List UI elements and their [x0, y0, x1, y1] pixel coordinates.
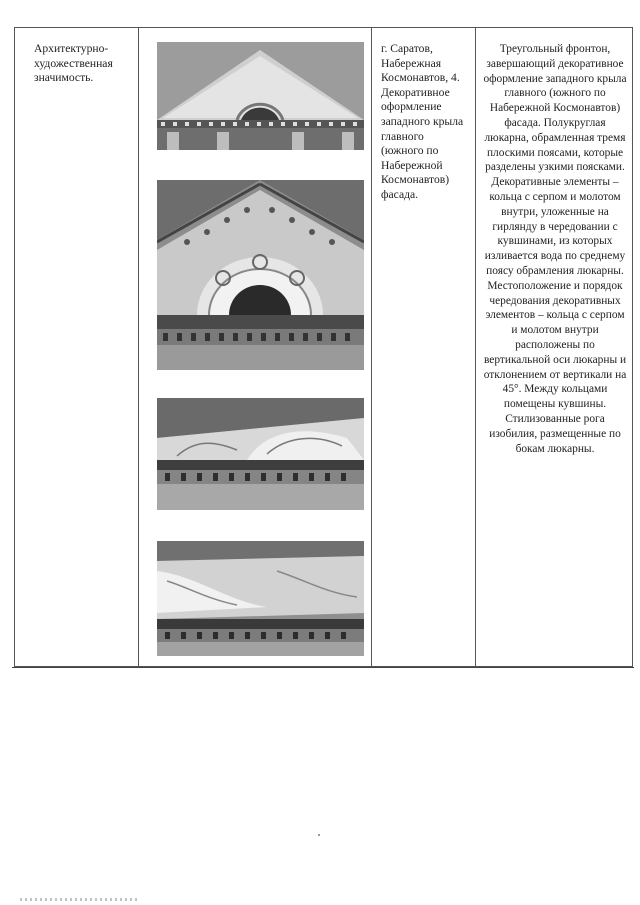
table-bottom-rule — [12, 667, 634, 668]
column-divider-3 — [475, 27, 476, 667]
column-divider-2 — [371, 27, 372, 667]
criterion-label: Архитектурно-художественная значимость. — [34, 42, 113, 85]
photo-pediment-lucarne — [157, 180, 364, 370]
location-description: г. Саратов, Набережная Космонавтов, 4. Декоративное оформление западного крыла главного (южного по Набережной Космонавтов) фасада. — [381, 42, 464, 201]
photo-cornice-detail-2 — [157, 541, 364, 656]
photo-pediment-overall — [157, 42, 364, 150]
photo-cornice-detail-1 — [157, 398, 364, 510]
scan-speck — [318, 834, 320, 836]
column-divider-1 — [138, 27, 139, 667]
scan-footer-noise — [20, 898, 140, 901]
element-description: Треугольный фронтон, завершающий декоративное оформление западного крыла главного (южного по Набережной Космонавтов) фасада. Полукруглая люкарна, обрамленная тремя плоскими поясами, которые разделены узкими поясками. Декоративные элементы – кольца с серпом и молотом внутри, уложенные на гирлянду в чередовании с кувшинами, из которых изливается вода по среднему поясу обрамления люкарны. Местоположение и порядок чередования декоративных элементов – кольца с серпом и молотом внутри расположены по вертикальной оси люкарны и отклонением от вертикали на 45°. Между кольцами помещены кувшины. Стилизованные рога изобилия, размещенные по бокам люкарны. — [483, 43, 627, 455]
